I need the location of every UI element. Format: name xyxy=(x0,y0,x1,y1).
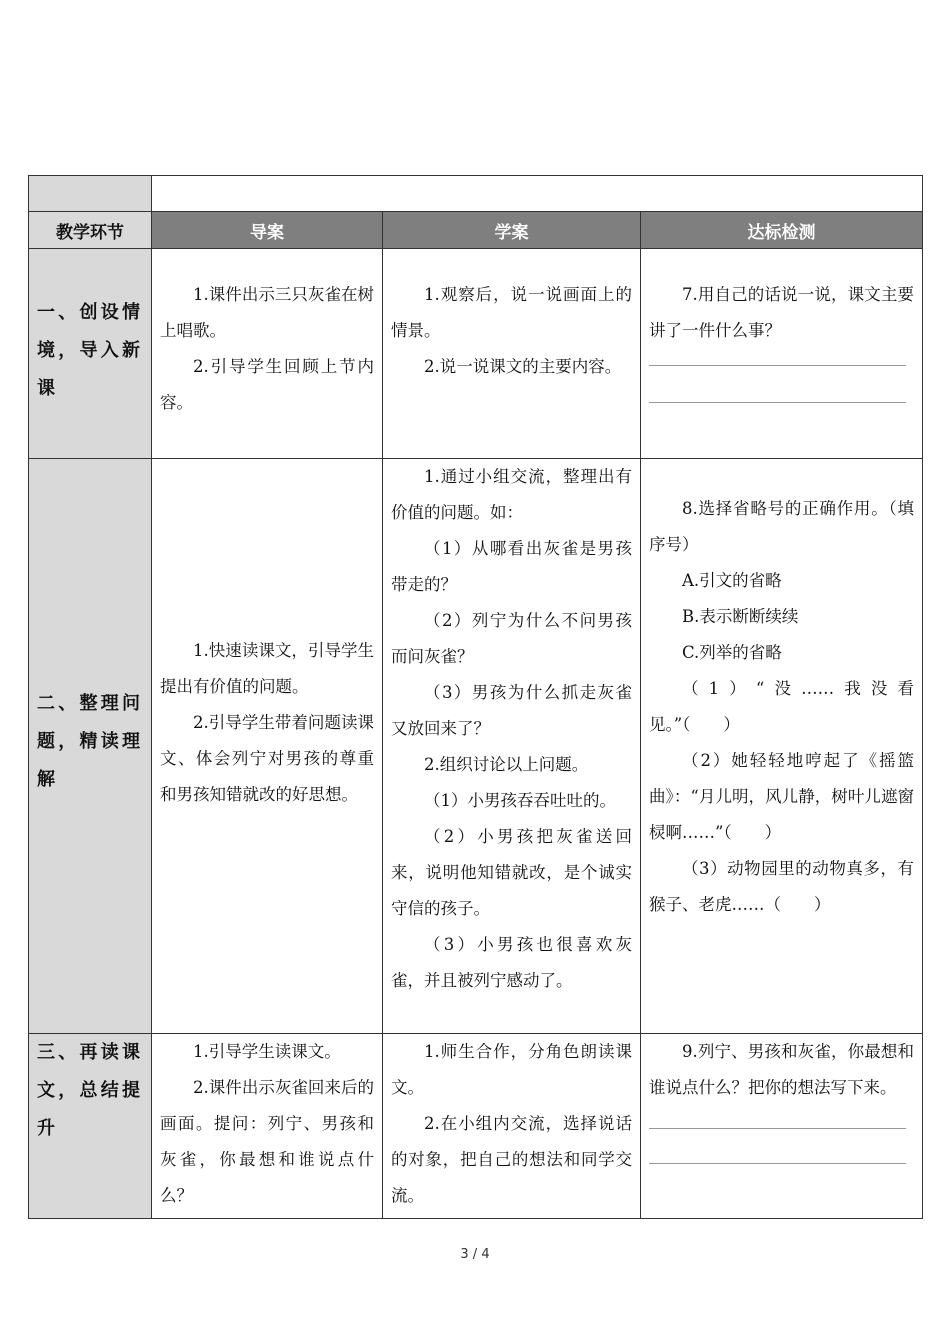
study-1-item: 2.说一说课文的主要内容。 xyxy=(424,357,622,376)
stage-3 xyxy=(28,1033,152,1219)
test-2-item: （1）“没……我没看见。”（ ） xyxy=(649,679,914,734)
test-2-item: C.列举的省略 xyxy=(682,643,782,662)
header-stage: 教学环节 xyxy=(28,211,152,249)
guide-2 xyxy=(151,458,383,1034)
stage-2-label: 二、整理问题，精读理解 xyxy=(37,693,143,790)
page-number: 3 / 4 xyxy=(460,1247,490,1262)
stage-1 xyxy=(28,248,152,459)
header-test: 达标检测 xyxy=(640,211,923,249)
header-study: 学案 xyxy=(382,211,641,249)
study-3-item: 2.在小组内交流，选择说话的对象，把自己的想法和同学交流。 xyxy=(391,1114,632,1205)
guide-1-item: 1.课件出示三只灰雀在树上唱歌。 xyxy=(160,285,374,340)
guide-3-item: 1.引导学生读课文。 xyxy=(193,1042,341,1061)
test-1-item: 7.用自己的话说一说，课文主要讲了一件什么事？ xyxy=(649,285,914,340)
test-2-item: B.表示断断续续 xyxy=(682,607,799,626)
guide-1-item: 2.引导学生回顾上节内容。 xyxy=(160,357,374,412)
test-3 xyxy=(640,1033,923,1219)
answer-line[interactable] xyxy=(649,1163,906,1164)
study-2-item: （2）列宁为什么不问男孩而问灰雀？ xyxy=(391,611,632,666)
answer-line[interactable] xyxy=(649,1128,906,1129)
study-3 xyxy=(382,1033,641,1219)
test-2-item: 8.选择省略号的正确作用。（填序号） xyxy=(649,499,914,554)
header-guide: 导案 xyxy=(151,211,383,249)
test-2 xyxy=(640,458,923,1034)
guide-2-item: 1.快速读课文，引导学生提出有价值的问题。 xyxy=(160,641,374,696)
lesson-plan-table xyxy=(28,175,923,1219)
study-1 xyxy=(382,248,641,459)
guide-3 xyxy=(151,1033,383,1219)
answer-line[interactable] xyxy=(649,365,906,366)
top-right-blank-cell xyxy=(151,175,923,212)
guide-2-item: 2.引导学生带着问题读课文、体会列宁对男孩的尊重和男孩知错就改的好思想。 xyxy=(160,713,374,804)
study-2-item: （1）小男孩吞吞吐吐的。 xyxy=(424,791,616,810)
top-left-blank-cell xyxy=(28,175,152,212)
test-2-item: A.引文的省略 xyxy=(682,571,782,590)
study-2-item: （3）小男孩也很喜欢灰雀，并且被列宁感动了。 xyxy=(391,935,632,990)
study-2-item: （1）从哪看出灰雀是男孩带走的？ xyxy=(391,539,632,594)
guide-3-item: 2.课件出示灰雀回来后的画面。提问：列宁、男孩和灰雀，你最想和谁说点什么？ xyxy=(160,1078,374,1205)
stage-1-label: 一、创设情境，导入新课 xyxy=(37,302,143,399)
study-2-item: （3）男孩为什么抓走灰雀又放回来了？ xyxy=(391,683,632,738)
test-1 xyxy=(640,248,923,459)
study-2-item: （2）小男孩把灰雀送回来，说明他知错就改，是个诚实守信的孩子。 xyxy=(391,827,632,918)
answer-line[interactable] xyxy=(649,402,906,403)
stage-3-label: 三、再读课文，总结提升 xyxy=(37,1042,143,1139)
test-2-item: （3）动物园里的动物真多，有猴子、老虎……（ ） xyxy=(649,859,914,914)
guide-1 xyxy=(151,248,383,459)
test-3-item: 9.列宁、男孩和灰雀，你最想和谁说点什么？把你的想法写下来。 xyxy=(649,1042,914,1097)
study-2 xyxy=(382,458,641,1034)
study-2-item: 2.组织讨论以上问题。 xyxy=(424,755,589,774)
test-2-item: （2）她轻轻地哼起了《摇篮曲》：“月儿明，风儿静，树叶儿遮窗棂啊……”（ ） xyxy=(649,751,914,842)
study-1-item: 1.观察后，说一说画面上的情景。 xyxy=(391,285,632,340)
study-2-item: 1.通过小组交流，整理出有价值的问题。如： xyxy=(391,467,632,522)
stage-2 xyxy=(28,458,152,1034)
study-3-item: 1.师生合作，分角色朗读课文。 xyxy=(391,1042,632,1097)
